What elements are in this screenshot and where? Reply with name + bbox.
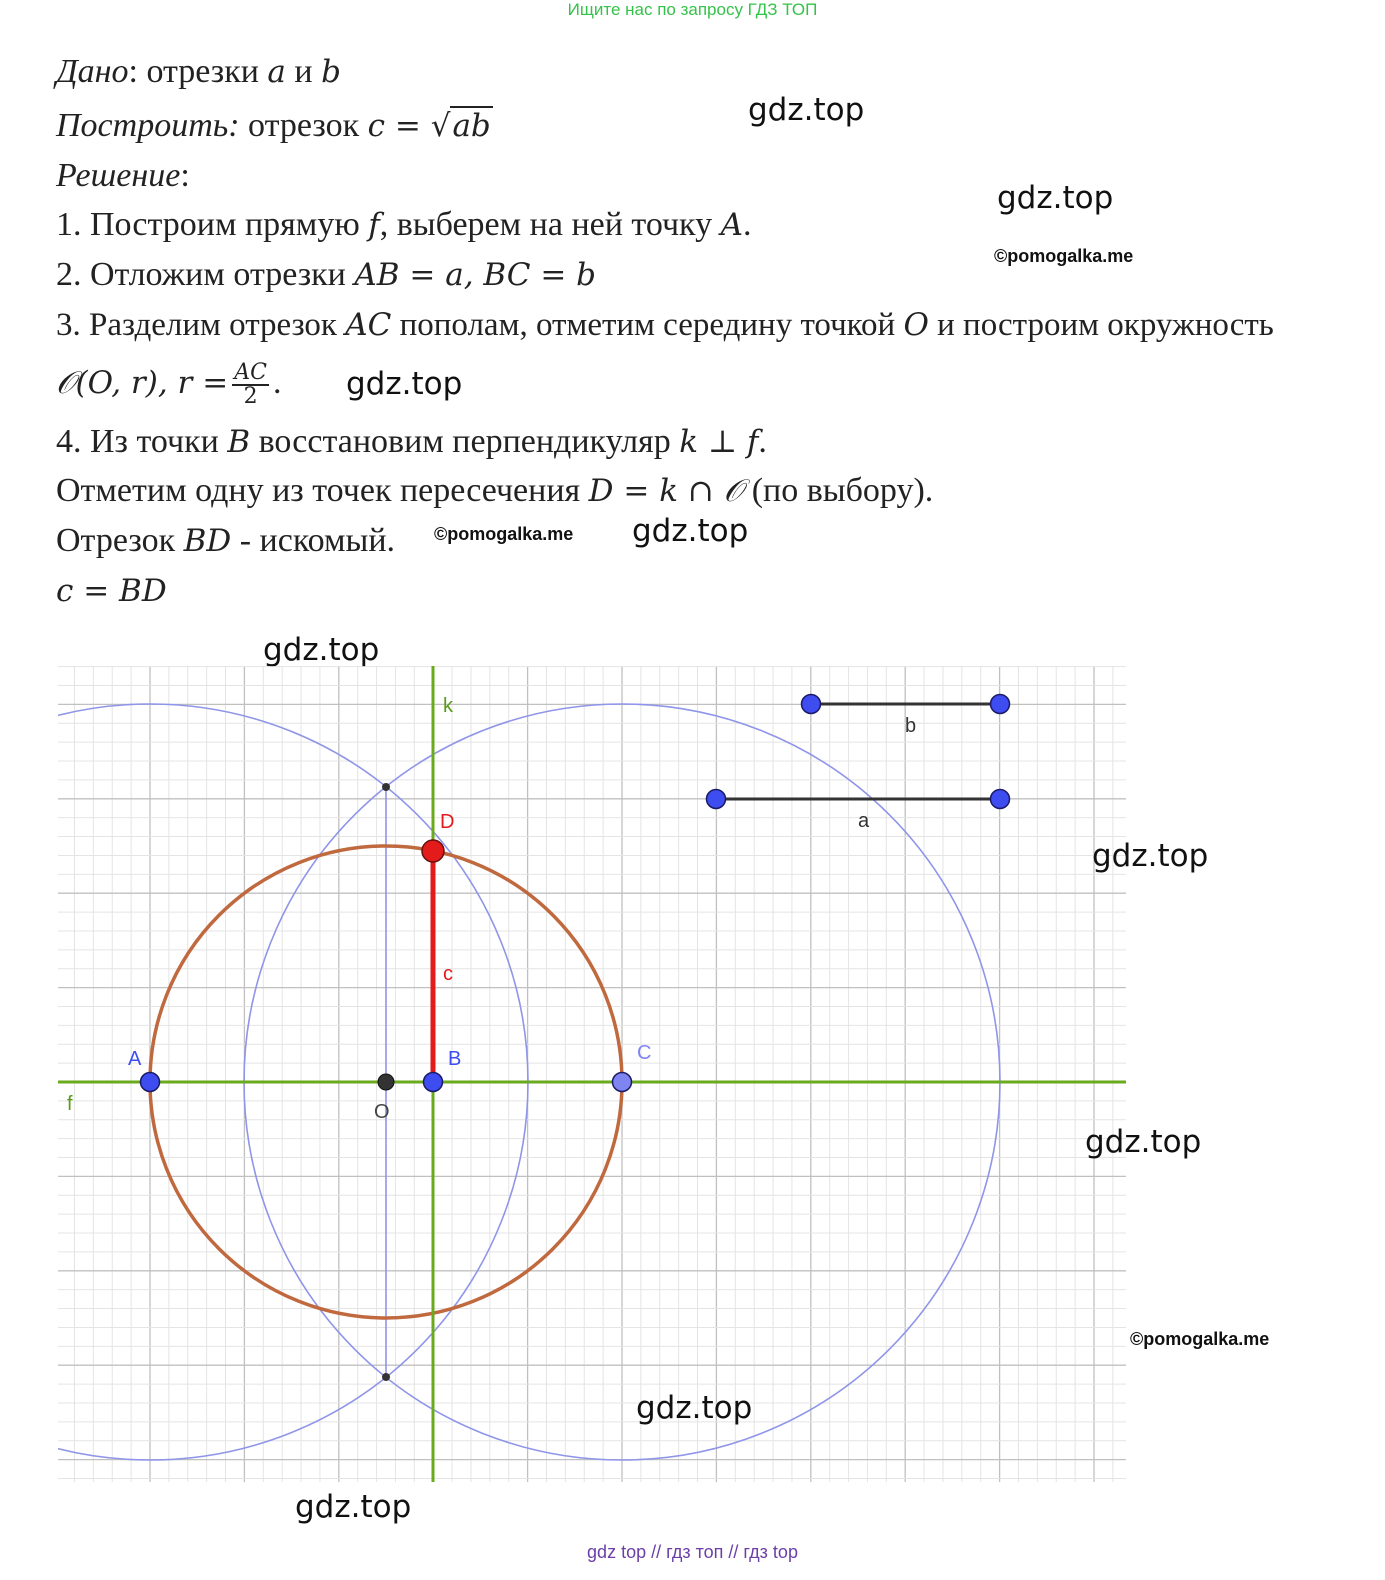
- step3-text-b: пополам, отметим середину точкой: [391, 307, 904, 343]
- label-c: c: [443, 963, 453, 985]
- top-banner: Ищите нас по запросу ГДЗ ТОП: [567, 0, 818, 19]
- construct-ab: ab: [452, 108, 491, 144]
- step2-math: AB = a, BC = b: [354, 257, 597, 293]
- intersection-bottom: [382, 1373, 390, 1381]
- point-C: [613, 1073, 632, 1092]
- step1-text-a: 1. Построим прямую: [56, 206, 369, 243]
- construct-eq: = √: [385, 108, 451, 144]
- points: [141, 695, 1010, 1382]
- step3-text-a: 3. Разделим отрезок: [56, 307, 346, 343]
- step4-text-b: восстановим перпендикуляр: [250, 423, 680, 460]
- step4-text-a: 4. Из точки: [56, 423, 228, 460]
- fraction-numerator: AC: [234, 360, 267, 386]
- step3-text-c: и построим окружность: [928, 307, 1274, 343]
- watermark-gdz: gdz.top: [346, 366, 463, 402]
- watermark-gdz: gdz.top: [636, 1390, 753, 1426]
- step2-text: 2. Отложим отрезки: [56, 256, 355, 293]
- point-B: [424, 1073, 443, 1092]
- watermark-gdz: gdz.top: [1092, 838, 1209, 874]
- given-rest: : отрезки: [128, 53, 268, 90]
- step3-O: O: [903, 307, 929, 343]
- given-a: a: [267, 54, 286, 90]
- result-math: c = BD: [56, 573, 167, 609]
- step4-B: B: [227, 424, 251, 460]
- watermark-pomogalka: ©pomogalka.me: [1130, 1329, 1270, 1349]
- step1-f: f: [368, 207, 380, 243]
- construct-label: Построить:: [56, 107, 240, 144]
- solution-colon: :: [180, 157, 190, 194]
- point-b-end: [991, 695, 1010, 714]
- given-b: b: [321, 54, 341, 90]
- point-O: [378, 1074, 394, 1090]
- mark-text-a: Отметим одну из точек пересечения: [56, 472, 589, 509]
- construct-c: c: [367, 108, 386, 144]
- bottom-links[interactable]: gdz top // гдз топ // гдз top: [587, 1542, 798, 1562]
- mark-text-b: (по выбору).: [743, 472, 934, 509]
- figure-labels: [67, 695, 916, 1123]
- watermark-gdz: gdz.top: [997, 180, 1114, 216]
- watermark-gdz: gdz.top: [263, 632, 380, 668]
- label-C: C: [637, 1042, 652, 1064]
- seg-text-b: - искомый.: [231, 522, 396, 559]
- watermark-gdz: gdz.top: [632, 513, 749, 549]
- circle-end: .: [272, 364, 282, 401]
- point-a-start: [707, 790, 726, 809]
- given-label: Дано: [56, 53, 129, 90]
- step4-end: .: [758, 423, 767, 460]
- solution-label: Решение: [56, 157, 181, 194]
- label-f: f: [67, 1093, 73, 1115]
- intersection-top: [382, 783, 390, 791]
- fraction-denominator: 2: [243, 384, 258, 410]
- mark-math: D = k ∩ 𝒪: [588, 473, 744, 509]
- label-A: A: [128, 1048, 142, 1070]
- label-B: B: [448, 1048, 462, 1070]
- watermark-gdz: gdz.top: [1085, 1124, 1202, 1160]
- point-b-start: [802, 695, 821, 714]
- construct-rest: отрезок: [239, 107, 368, 144]
- step3-AC: AC: [345, 307, 392, 343]
- label-k: k: [443, 695, 453, 717]
- label-b: b: [905, 715, 917, 737]
- point-A: [141, 1073, 160, 1092]
- step1-text-b: , выберем на ней точку: [379, 206, 721, 243]
- given-and: и: [285, 53, 322, 90]
- point-a-end: [991, 790, 1010, 809]
- watermark-pomogalka: ©pomogalka.me: [994, 246, 1134, 266]
- step1-A: A: [720, 207, 743, 243]
- grid: [58, 666, 1126, 1482]
- seg-text-a: Отрезок: [56, 522, 184, 559]
- watermark-gdz: gdz.top: [748, 92, 865, 128]
- label-O: O: [374, 1101, 390, 1123]
- watermark-pomogalka: ©pomogalka.me: [434, 524, 574, 544]
- step1-end: .: [743, 206, 752, 243]
- seg-BD: BD: [183, 523, 232, 559]
- point-D: [422, 840, 444, 862]
- label-a: a: [858, 810, 870, 832]
- watermark-gdz: gdz.top: [295, 1489, 412, 1525]
- label-D: D: [440, 811, 455, 833]
- step4-math: k ⊥ f: [679, 424, 759, 460]
- circle-math: 𝒪(O, r), r =: [56, 365, 229, 401]
